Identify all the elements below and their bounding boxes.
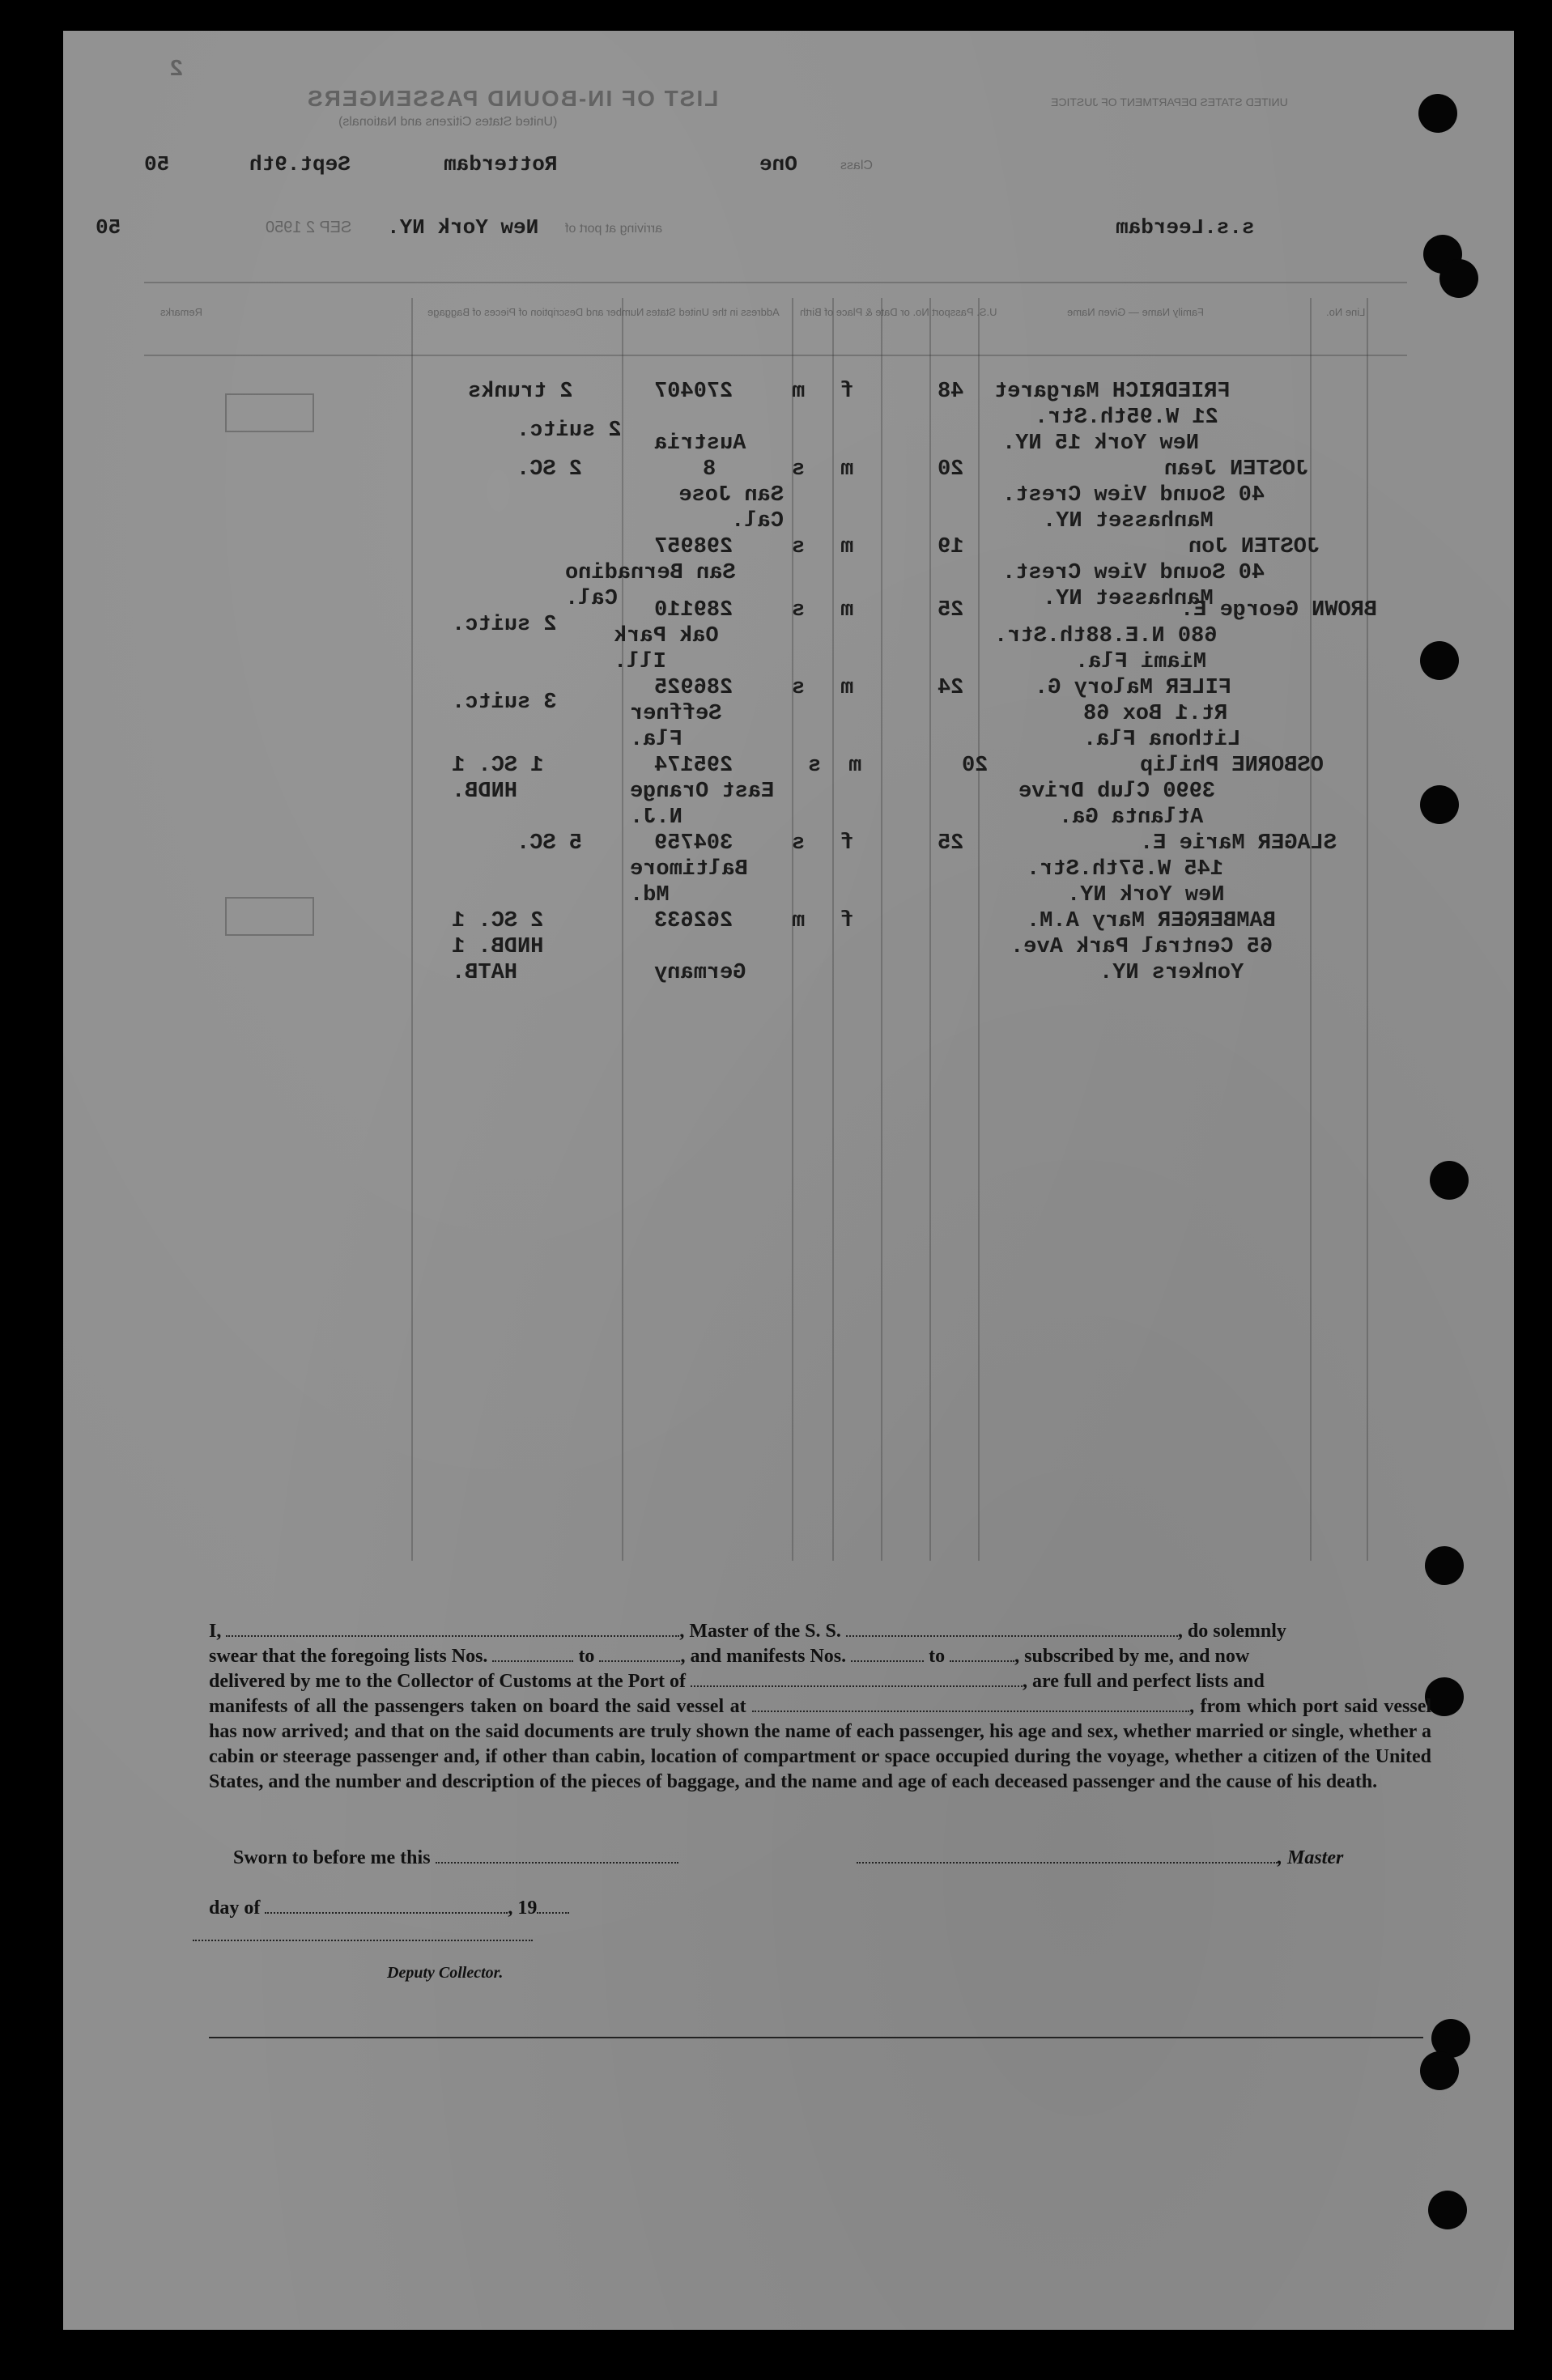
class-label: Class (840, 159, 874, 172)
declaration-text: to (578, 1646, 595, 1667)
column-rule (832, 298, 834, 1561)
port-line (691, 1685, 1023, 1687)
column-header: Number and Description of Pieces of Baggage (427, 306, 644, 318)
punch-hole (1439, 259, 1478, 298)
declaration-text: delivered by me to the Collector of Customs at the Port of (209, 1671, 686, 1692)
list-to-line (599, 1660, 680, 1662)
passenger-passport: 304759 (654, 831, 733, 856)
passenger-baggage: 2 trunks (468, 380, 573, 404)
arrival-port: New York NY. (387, 215, 539, 240)
column-rule (881, 298, 882, 1561)
declaration-text: , do solemnly (1177, 1621, 1286, 1642)
passenger-sex: f (840, 831, 854, 856)
passenger-baggage: 2 suitc. (517, 419, 622, 443)
passenger-baggage: 2 SC. 1 HNDB. 1 HATB. (452, 909, 544, 985)
passenger-place: Oak Park Ill. (614, 624, 719, 674)
column-rule (1367, 298, 1368, 1561)
passenger-marital: m (792, 909, 806, 933)
passenger-place: San Bernadino Cal. (565, 561, 736, 611)
passenger-baggage: 3 suitc. (452, 691, 557, 715)
passenger-baggage: 2 SC. (517, 457, 583, 482)
passenger-address: 40 Sound View Crest. (1002, 483, 1265, 508)
passenger-marital: s (792, 831, 806, 856)
manifest-to-line (950, 1660, 1014, 1662)
column-header: Family Name — Given Name (1067, 306, 1205, 318)
passenger-place: Austria (654, 431, 746, 456)
punch-hole (1430, 1161, 1469, 1200)
declaration-text: swear that the foregoing lists Nos. (209, 1646, 488, 1667)
punch-hole (1420, 2051, 1459, 2090)
day-of-line (209, 1898, 569, 1919)
passenger-marital: s (792, 457, 806, 482)
master-label: , Master (1278, 1847, 1344, 1868)
passenger-address: 40 Sound View Crest. (1002, 561, 1265, 585)
passenger-place: Seffner Fla. (630, 702, 722, 752)
master-declaration (209, 1619, 1431, 1795)
passenger-place: East Orange N.J. (630, 780, 775, 830)
passenger-baggage: 5 SC. (517, 831, 583, 856)
column-rule (929, 298, 931, 1561)
declaration-text: , from which (1189, 1696, 1297, 1717)
manifest-sheet (63, 31, 1514, 2330)
passenger-address: Atlanta Ga. (1059, 805, 1204, 830)
passenger-marital: s (792, 676, 806, 700)
departure-date: Sept.9th (249, 152, 351, 176)
passenger-passport: 270407 (654, 380, 733, 404)
master-signature-line (857, 1862, 1278, 1864)
declaration-text: I, (209, 1621, 222, 1642)
passenger-sex: m (848, 754, 862, 778)
passenger-name: BAMBERGER Mary A.M. (1027, 909, 1276, 933)
passenger-address: 21 W.95th.Str. (1035, 406, 1218, 430)
arriving-label: arriving at port of (565, 222, 663, 236)
passenger-address: Manhasset NY. (1043, 509, 1214, 533)
passenger-address: New York NY. (1067, 883, 1225, 907)
passenger-baggage: 2 suitc. (452, 613, 557, 637)
sworn-line (233, 1847, 678, 1869)
passenger-address: Manhasset NY. (1043, 587, 1214, 611)
column-rule (1310, 298, 1312, 1561)
page-number: 2 (168, 55, 183, 80)
passenger-address: 3990 Club Drive (1018, 780, 1216, 804)
column-header: U.S. Passport No. or Date & Place of Birth (800, 306, 997, 318)
departure-year: 50 (144, 152, 170, 176)
passenger-age: 24 (938, 676, 964, 700)
arrival-year: 50 (96, 215, 121, 240)
passenger-address: 680 N.E.88th.Str. (994, 624, 1218, 648)
punch-hole (1420, 785, 1459, 824)
passenger-baggage: 1 SC. 1 HNDB. (452, 754, 544, 804)
passenger-sex: m (840, 676, 854, 700)
header-rule (144, 355, 1407, 356)
passenger-name: SLAGER Marie E. (1140, 831, 1337, 856)
column-rule (411, 298, 413, 1561)
passenger-address: Yonkers NY. (1099, 961, 1244, 985)
form-note: UNITED STATES DEPARTMENT OF JUSTICE (1051, 96, 1288, 108)
declaration-text: , Master of the S. S. (679, 1621, 841, 1642)
list-subtitle: (United States Citizens and Nationals) (338, 115, 558, 129)
declaration-text: to (929, 1646, 946, 1667)
punch-hole (1425, 1546, 1464, 1585)
passenger-marital: s (792, 535, 806, 559)
passenger-passport: 262633 (654, 909, 733, 933)
manifest-from-line (851, 1660, 924, 1662)
passenger-place: Baltimore Md. (630, 857, 748, 907)
sworn-date-line (436, 1862, 678, 1864)
passenger-marital: s (808, 754, 822, 778)
year-prefix: , 19 (508, 1898, 538, 1919)
punch-hole (1418, 94, 1457, 133)
ink-stamp (225, 393, 314, 432)
list-from-line (492, 1660, 573, 1662)
master-name-line (226, 1635, 679, 1637)
embark-port-line (752, 1711, 1189, 1712)
passenger-address: Miami Fla. (1075, 650, 1207, 674)
passenger-address: 65 Central Park Ave. (1010, 935, 1273, 959)
passenger-address: 145 W.57th.Str. (1027, 857, 1224, 882)
list-title: LIST OF IN-BOUND PASSENGERS (306, 86, 719, 111)
declaration-text: port said vessel has now arrived; and that on the said documents are truly shown the name of each passenger, his age and sex, whether married or single, whether a cabin or steerage passenger and, if other than cabin, location of compartment or space occupied during the voyage, whether a citizen of the United States, and the number and description of the pieces of baggage, and the name and age of each deceased passenger and the cause of his death. (209, 1696, 1432, 1792)
deputy-collector-label: Deputy Collector. (387, 1964, 504, 1982)
declaration-text: manifests of all the passengers taken on board the said vessel at (209, 1696, 746, 1717)
passenger-passport: 295174 (654, 754, 733, 778)
passenger-sex: m (840, 535, 854, 559)
declaration-text: , are full and perfect lists and (1022, 1671, 1265, 1692)
passenger-marital: s (792, 598, 806, 623)
declaration-text: , and manifests Nos. (680, 1646, 847, 1667)
port-of-departure: Rotterdam (444, 152, 558, 176)
passenger-name: BROWN George E. (1180, 598, 1378, 623)
passenger-age: 19 (938, 535, 964, 559)
passenger-name: JOSTEN Jon (1188, 535, 1320, 559)
sworn-label: Sworn to before me this (233, 1847, 431, 1868)
passenger-passport: 289110 (654, 598, 733, 623)
passenger-class: One (759, 152, 797, 176)
column-header: Address in the United States (646, 306, 780, 318)
master-signature (857, 1847, 1343, 1869)
passenger-age: 25 (938, 598, 964, 623)
day-of-label: day of (209, 1898, 261, 1919)
vessel-name-line (846, 1635, 1178, 1637)
passenger-age: 48 (938, 380, 964, 404)
passenger-passport: 8 (703, 457, 716, 482)
column-rule (978, 298, 980, 1561)
column-header: Remarks (160, 306, 203, 318)
passenger-name: FRIEDRICH Margaret (994, 380, 1231, 404)
deputy-signature-line (193, 1940, 533, 1941)
passenger-address: Rt.1 Box 68 (1083, 702, 1228, 726)
passenger-sex: m (840, 457, 854, 482)
passenger-name: OSBORNE Philip (1140, 754, 1324, 778)
punch-hole (1420, 641, 1459, 680)
column-header: Line No. (1326, 306, 1366, 318)
passenger-passport: 298957 (654, 535, 733, 559)
passenger-passport: 286925 (654, 676, 733, 700)
passenger-marital: m (792, 380, 806, 404)
passenger-sex: m (840, 598, 854, 623)
passenger-age: 20 (962, 754, 989, 778)
punch-hole (1428, 2191, 1467, 2229)
passenger-place: San Jose Cal. (678, 483, 784, 533)
year-blank (537, 1912, 569, 1914)
header-rule (144, 282, 1407, 283)
arrival-date-stamp: SEP 2 1950 (266, 219, 352, 236)
declaration-text: , subscribed by me, and now (1014, 1646, 1250, 1667)
passenger-address: New York 15 NY. (1002, 431, 1200, 456)
passenger-address: Lithona Fla. (1083, 728, 1241, 752)
passenger-sex: f (840, 380, 854, 404)
passenger-sex: f (840, 909, 854, 933)
footer-rule (209, 2037, 1423, 2038)
passenger-age: 25 (938, 831, 964, 856)
passenger-name: FILER Malory G. (1035, 676, 1232, 700)
vessel-name: s.s.Leerdam (1116, 215, 1255, 240)
ink-stamp (225, 897, 314, 936)
passenger-age: 20 (938, 457, 964, 482)
passenger-name: JOSTEN Jean (1164, 457, 1309, 482)
day-of-blank (265, 1912, 508, 1914)
passenger-place: Germany (654, 961, 746, 985)
